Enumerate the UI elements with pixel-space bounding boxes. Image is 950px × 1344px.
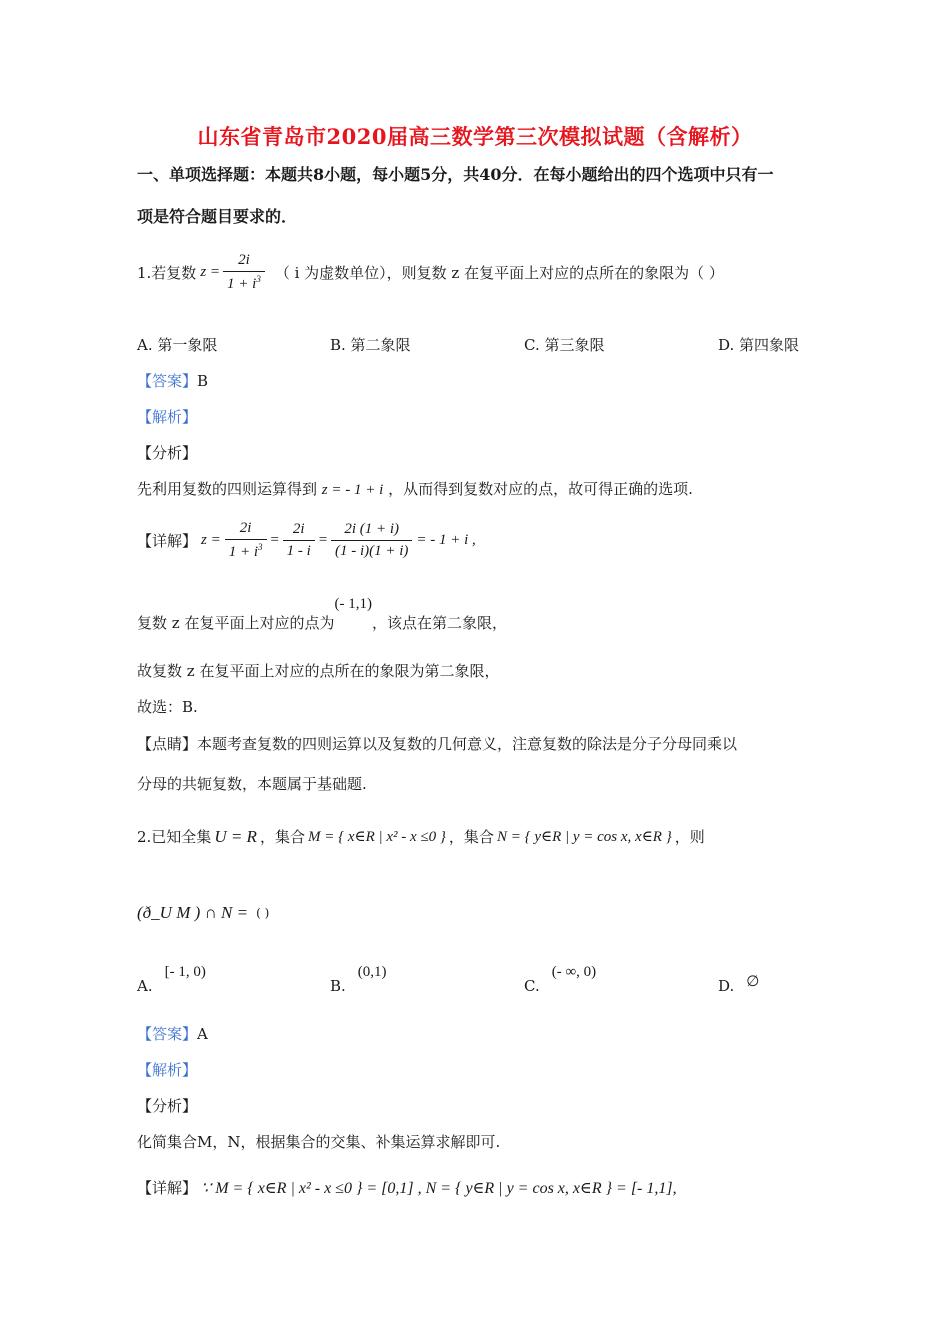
q1-choose: 故选：B. <box>137 698 198 716</box>
q1-denominator-wrap <box>223 272 265 293</box>
q1-detail-frac3-den: (1 - i)(1 + i) <box>334 543 409 559</box>
q2-xiangjie-tag: 【详解】 <box>137 1179 198 1197</box>
q2-expression-row <box>137 903 269 923</box>
q2-expression: (ð_U M ) ∩ N = <box>137 903 249 922</box>
q2-universal: U = R <box>214 826 257 846</box>
q1-detail-frac1 <box>225 520 267 561</box>
q1-numerator: 2i <box>223 252 265 272</box>
q2-option-b-label: B. <box>330 977 346 995</box>
q1-detail-result: = - 1 + i , <box>416 532 476 548</box>
q1-fenxi-text <box>137 478 693 499</box>
question-1-stem <box>137 252 724 293</box>
q1-option-a: A. 第一象限 <box>137 336 218 354</box>
question-2-stem <box>137 826 705 847</box>
q1-point-text1: 复数 z 在复平面上对应的点为 <box>137 614 335 632</box>
q1-detail-frac1-exp: 3 <box>258 542 263 552</box>
q2-blank: ( ) <box>256 906 270 920</box>
q1-suffix: （ i 为虚数单位），则复数 z 在复平面上对应的点所在的象限为（ ） <box>274 264 724 282</box>
q1-fraction <box>223 252 265 293</box>
q1-detail-eq1: = <box>269 532 280 548</box>
q2-option-d <box>718 964 759 995</box>
q2-option-d-label: D. <box>718 977 735 995</box>
q2-option-a-value: [- 1, 0) <box>164 964 206 980</box>
q1-dianjing-line1: 【点睛】本题考查复数的四则运算以及复数的几何意义，注意复数的除法是分子分母同乘以 <box>137 735 738 753</box>
q1-point: (- 1,1) <box>334 596 372 612</box>
q1-detail-frac1-den: 1 + i <box>228 544 259 560</box>
q2-set-n: N = { y∈R | y = cos x, x∈R } <box>496 829 672 845</box>
q2-then: ，则 <box>674 828 705 846</box>
q2-option-b-value: (0,1) <box>357 964 387 980</box>
q2-option-b <box>330 964 387 995</box>
q1-point-text2: ，该点在第二象限， <box>371 614 507 632</box>
section-heading-line2: 项是符合题目要求的． <box>137 207 298 226</box>
q2-option-c-label: C. <box>524 977 540 995</box>
q1-fenxi-text1: 先利用复数的四则运算得到 <box>137 480 318 498</box>
q1-detail-frac1-den-wrap <box>225 540 267 561</box>
q2-set-m: M = { x∈R | x² - x ≤0 } <box>307 829 446 845</box>
q1-detail-frac2-num: 2i <box>283 521 315 541</box>
q1-conclusion: 故复数 z 在复平面上对应的点所在的象限为第二象限， <box>137 662 500 680</box>
q1-exponent: 3 <box>256 274 261 284</box>
q1-fenxi-math: z = - 1 + i <box>321 482 384 498</box>
q1-prefix: 1.若复数 <box>137 264 197 282</box>
q2-jiexi-tag: 【解析】 <box>137 1061 198 1079</box>
q2-option-d-value: ∅ <box>746 974 760 990</box>
q1-detail-z: z = <box>201 532 221 548</box>
q1-detail-frac2 <box>283 521 315 560</box>
q2-answer: A <box>197 1025 208 1043</box>
q1-dianjing-line2: 分母的共轭复数，本题属于基础题. <box>137 775 367 793</box>
q1-point-row <box>137 596 507 633</box>
q2-option-a-label: A. <box>137 977 153 995</box>
q1-detail-frac2-den: 1 - i <box>286 543 311 559</box>
q1-fenxi-tag: 【分析】 <box>137 444 198 462</box>
q1-option-c: C. 第三象限 <box>524 336 605 354</box>
q2-prefix: 2.已知全集 <box>137 828 212 846</box>
q2-detail-math: ∵ M = { x∈R | x² - x ≤0 } = [0,1] , N = { y∈R | y = cos x, x∈R } = [- 1,1], <box>201 1179 677 1197</box>
q2-option-a <box>137 964 206 995</box>
q2-fenxi-tag: 【分析】 <box>137 1097 198 1115</box>
document-title: 山东省青岛市2020届高三数学第三次模拟试题（含解析） <box>197 124 753 149</box>
q1-detail-frac1-num: 2i <box>225 520 267 540</box>
section-heading-line1: 一、单项选择题：本题共8小题，每小题5分，共40分．在每小题给出的四个选项中只有一 <box>137 165 774 184</box>
q1-answer-tag: 【答案】 <box>137 372 198 390</box>
q1-detail-row <box>137 520 476 561</box>
q1-option-d: D. 第四象限 <box>718 336 800 354</box>
q2-set2-label: ，集合 <box>448 828 494 846</box>
q2-set1-label: ，集合 <box>259 828 305 846</box>
q2-option-c-value: (- ∞, 0) <box>551 964 597 980</box>
q1-fenxi-text2: ，从而得到复数对应的点，故可得正确的选项. <box>388 480 693 498</box>
q1-detail-frac3 <box>331 521 412 560</box>
q2-answer-row <box>137 1023 208 1044</box>
q2-fenxi-text: 化简集合M，N，根据集合的交集、补集运算求解即可. <box>137 1133 501 1151</box>
q1-jiexi-tag: 【解析】 <box>137 408 198 426</box>
q2-answer-tag: 【答案】 <box>137 1025 198 1043</box>
q1-detail-eq2: = <box>317 532 328 548</box>
q1-option-b: B. 第二象限 <box>330 336 411 354</box>
q2-option-c <box>524 964 596 995</box>
q1-answer-row <box>137 370 208 391</box>
q1-xiangjie-tag: 【详解】 <box>137 532 198 550</box>
q1-z-eq: z = <box>200 264 221 280</box>
q1-detail-frac3-num: 2i (1 + i) <box>331 521 412 541</box>
q1-answer: B <box>197 372 209 390</box>
q2-detail-row <box>137 1177 677 1198</box>
q1-denominator: 1 + i <box>227 276 257 292</box>
